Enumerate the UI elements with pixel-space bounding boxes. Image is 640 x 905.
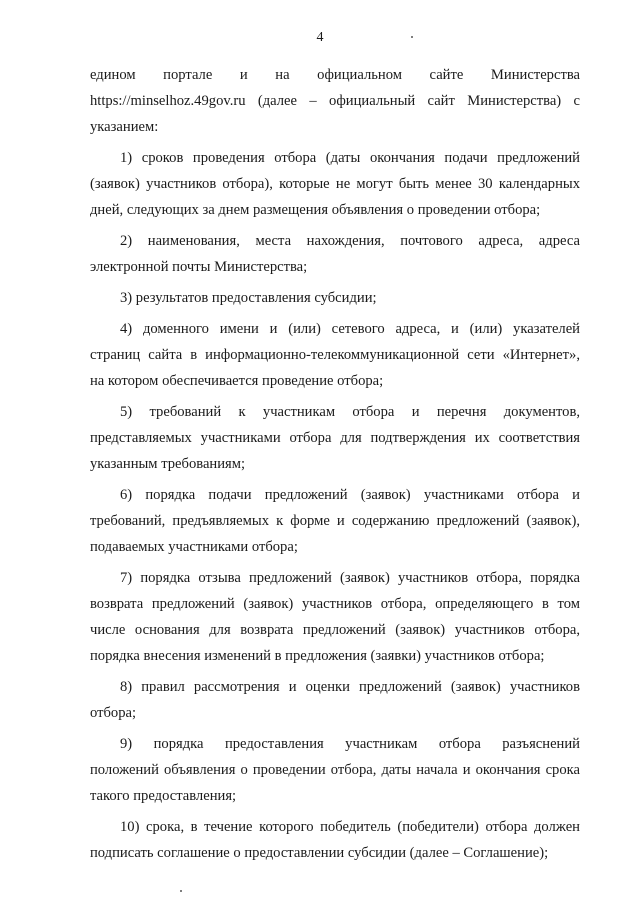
text-line: дней, следующих за днем размещения объявления о проведении отбора; [90,202,541,218]
text-line: 2) наименования, места нахождения, почтового адреса, адреса [120,233,580,249]
text-line: 5) требований к участникам отбора и перечня документов, [120,404,580,420]
text-line: представляемых участниками отбора для подтверждения их соответствия [90,430,580,446]
text-line: 6) порядка подачи предложений (заявок) участниками отбора и [120,487,580,503]
text-line: едином портале и на официальном сайте Министерства [90,67,580,83]
text-line: 4) доменного имени и (или) сетевого адреса, и (или) указателей [120,321,580,337]
text-line: страниц сайта в информационно-телекоммуникационной сети «Интернет», [90,347,580,363]
text-line: 10) срока, в течение которого победитель (победители) отбора должен [120,819,580,835]
scan-speck [411,36,413,38]
text-line: на котором обеспечивается проведение отбора; [90,373,384,389]
text-line: числе основания для возврата предложений (заявок) участников отбора, [90,622,580,638]
list-item-2 [90,228,580,280]
list-item-1 [90,145,580,223]
list-item-9 [90,731,580,809]
list-item-4 [90,316,580,394]
list-item-7 [90,565,580,669]
text-line: подаваемых участниками отбора; [90,539,298,555]
list-item-6 [90,482,580,560]
text-line: 8) правил рассмотрения и оценки предложений (заявок) участников [120,679,580,695]
text-line: требований, предъявляемых к форме и содержанию предложений (заявок), [90,513,580,529]
list-item-10 [90,814,580,866]
text-line: указанным требованиям; [90,456,246,472]
list-item-5 [90,399,580,477]
text-line: электронной почты Министерства; [90,259,308,275]
text-line: такого предоставления; [90,788,237,804]
text-line: указанием: [90,119,159,135]
text-line: положений объявления о проведении отбора, даты начала и окончания срока [90,762,580,778]
text-line: отбора; [90,705,137,721]
text-line: https://minselhoz.49gov.ru (далее – официальный сайт Министерства) с [90,93,580,109]
list-item-8 [90,674,580,726]
text-line: (заявок) участников отбора), которые не могут быть менее 30 календарных [90,176,580,192]
text-line: подписать соглашение о предоставлении субсидии (далее – Соглашение); [90,845,549,861]
text-line: порядка внесения изменений в предложения (заявки) участников отбора; [90,648,545,664]
text-line: 7) порядка отзыва предложений (заявок) участников отбора, порядка [120,570,580,586]
document-body [90,62,580,866]
page-number: 4 [316,30,324,45]
list-item-3 [90,285,580,311]
scan-speck [180,890,182,892]
intro-paragraph [90,62,580,140]
text-line: 3) результатов предоставления субсидии; [120,290,377,306]
text-line: возврата предложений (заявок) участников отбора, определяющего в том [90,596,580,612]
text-line: 9) порядка предоставления участникам отбора разъяснений [120,736,580,752]
text-line: 1) сроков проведения отбора (даты окончания подачи предложений [120,150,580,166]
